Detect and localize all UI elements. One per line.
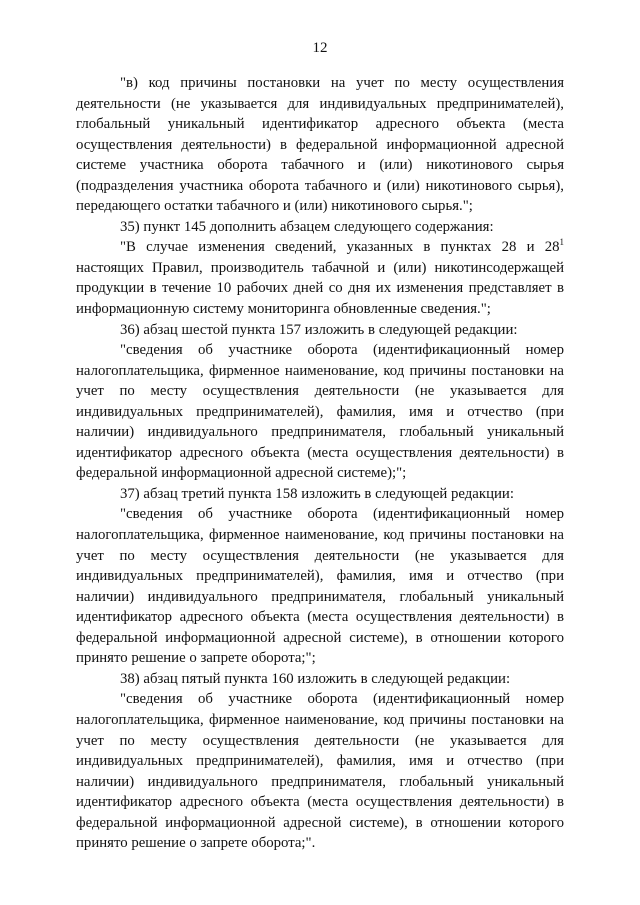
document-body bbox=[76, 73, 564, 854]
superscript-index: 1 bbox=[559, 237, 564, 248]
paragraph-amendment-145 bbox=[76, 237, 564, 319]
paragraph-point-35: 35) пункт 145 дополнить абзацем следующего содержания: bbox=[120, 218, 494, 235]
amendment-145-text-start: "В случае изменения сведений, указанных в пунктах 28 и 28 bbox=[120, 239, 560, 256]
paragraph-amendment-158: "сведения об участнике оборота (идентификационный номер налогоплательщика, фирменное наименование, код причины постановки на учет по месту осуществления деятельности (не указывается для индивидуальных предпринимателей), фамилия, имя и отчество (при наличии) индивидуального предпринимателя, глобальный уникальный идентификатор адресного объекта (места осуществления деятельности) в федеральной информационной адресной системе), в отношении которого принято решение о запрете оборота;"; bbox=[76, 506, 564, 667]
paragraph-amendment-160: "сведения об участнике оборота (идентификационный номер налогоплательщика, фирменное наименование, код причины постановки на учет по месту осуществления деятельности (не указывается для индивидуальных предпринимателей), фамилия, имя и отчество (при наличии) индивидуального предпринимателя, глобальный уникальный идентификатор адресного объекта (места осуществления деятельности) в федеральной информационной адресной системе), в отношении которого принято решение о запрете оборота;". bbox=[76, 691, 564, 852]
paragraph-point-37: 37) абзац третий пункта 158 изложить в следующей редакции: bbox=[120, 485, 514, 502]
paragraph-point-38: 38) абзац пятый пункта 160 изложить в следующей редакции: bbox=[120, 670, 511, 687]
paragraph-point-36: 36) абзац шестой пункта 157 изложить в следующей редакции: bbox=[120, 321, 518, 338]
page-number: 12 bbox=[312, 40, 328, 56]
paragraph-amendment-157: "сведения об участнике оборота (идентификационный номер налогоплательщика, фирменное наименование, код причины постановки на учет по месту осуществления деятельности (не указывается для индивидуальных предпринимателей), фамилия, имя и отчество (при наличии) индивидуального предпринимателя, глобальный уникальный идентификатор адресного объекта (места осуществления деятельности) в федеральной информационной адресной системе);"; bbox=[76, 342, 564, 482]
paragraph-item-v-code: "в) код причины постановки на учет по месту осуществления деятельности (не указывается для индивидуальных предпринимателей), глобальный уникальный идентификатор адресного объекта (места осуществления деятельности) в федеральной информационной адресной системе участника оборота табачного и (или) никотинового сырья (подразделения участника оборота табачного и (или) никотинового сырья), передающего остатки табачного и (или) никотинового сырья."; bbox=[76, 75, 564, 215]
amendment-145-text-end: настоящих Правил, производитель табачной и (или) никотинсодержащей продукции в течение 10 рабочих дней со дня их изменения представляет в информационную систему мониторинга обновленные сведения."; bbox=[76, 259, 564, 318]
